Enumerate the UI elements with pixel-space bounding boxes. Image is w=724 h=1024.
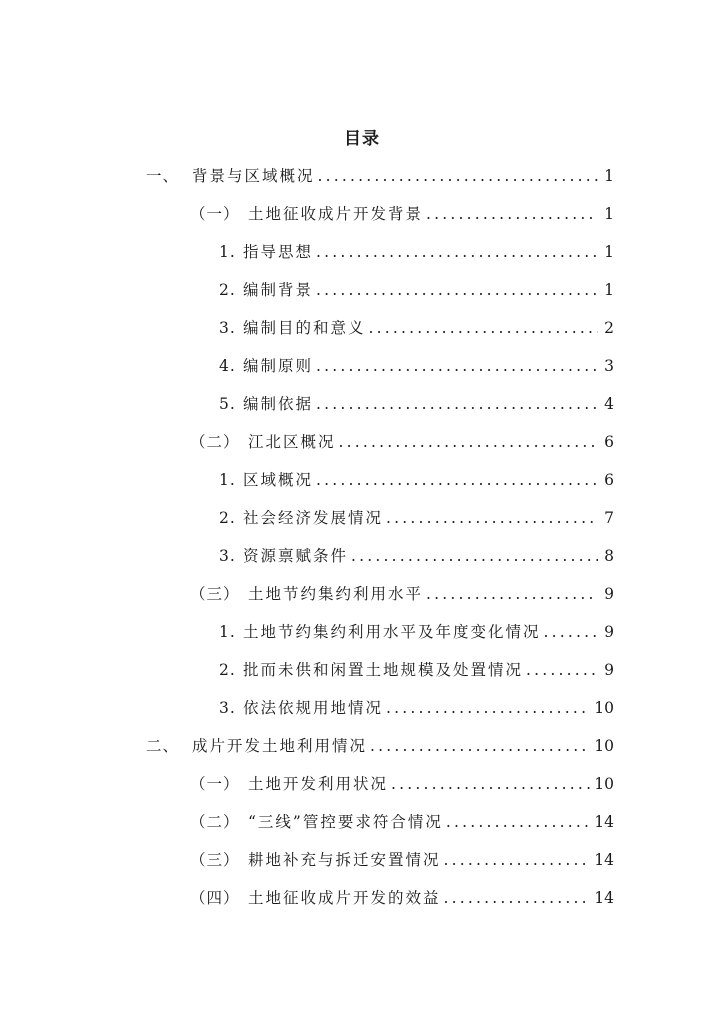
toc-entry-title: 江北区概况 xyxy=(248,433,336,451)
toc-entry-number: （二） xyxy=(190,433,240,451)
toc-page-number: 7 xyxy=(604,509,614,527)
toc-entry-number: 3. xyxy=(219,319,236,337)
toc-dot-leader xyxy=(318,164,598,188)
toc-entry-number: 5. xyxy=(219,395,236,413)
toc-entry-title: 土地节约集约利用水平 xyxy=(248,585,424,603)
toc-entry[interactable] xyxy=(146,164,614,188)
toc-title: 目录 xyxy=(344,129,380,149)
toc-page-number: 1 xyxy=(604,281,614,299)
toc-page-number: 9 xyxy=(604,661,614,679)
toc-entry[interactable] xyxy=(190,848,614,872)
toc-entry[interactable] xyxy=(219,696,614,720)
toc-entry-number: 3. xyxy=(219,699,236,717)
toc-dot-leader xyxy=(316,392,598,416)
toc-page-number: 14 xyxy=(594,889,614,907)
toc-entry-number: （二） xyxy=(190,813,240,831)
toc-entry-number: 3. xyxy=(219,547,236,565)
toc-page-number: 10 xyxy=(594,699,614,717)
toc-page-number: 8 xyxy=(604,547,614,565)
toc-dot-leader xyxy=(316,354,598,378)
toc-entry[interactable] xyxy=(219,316,614,340)
toc-entry-title: 编制目的和意义 xyxy=(243,319,366,337)
toc-entry-number: 二、 xyxy=(146,737,180,755)
toc-dot-leader xyxy=(544,620,598,644)
toc-entry-title: 批而未供和闲置土地规模及处置情况 xyxy=(243,661,524,679)
toc-entry-number: （三） xyxy=(190,585,240,603)
toc-entry[interactable] xyxy=(190,810,614,834)
toc-page-number: 6 xyxy=(604,433,614,451)
toc-entry-number: 一、 xyxy=(146,167,180,185)
toc-entry-number: （三） xyxy=(190,851,240,869)
toc-page-number: 10 xyxy=(594,775,614,793)
toc-entry-number: （一） xyxy=(190,205,240,223)
toc-entry-title: 编制背景 xyxy=(243,281,314,299)
toc-entry[interactable] xyxy=(219,620,614,644)
toc-dot-leader xyxy=(316,240,598,264)
toc-entry[interactable] xyxy=(219,468,614,492)
toc-page-number: 6 xyxy=(604,471,614,489)
toc-dot-leader xyxy=(369,316,598,340)
toc-entry-number: 2. xyxy=(219,509,236,527)
toc-entry-number: 1. xyxy=(219,623,236,641)
toc-entry[interactable] xyxy=(190,582,614,606)
toc-entry[interactable] xyxy=(190,886,614,910)
toc-entry-title: 编制依据 xyxy=(243,395,314,413)
toc-entry-number: 1. xyxy=(219,243,236,261)
toc-page-number: 9 xyxy=(604,623,614,641)
toc-entry-title: 区域概况 xyxy=(243,471,314,489)
toc-entry-number: 1. xyxy=(219,471,236,489)
toc-entry-title: 成片开发土地利用情况 xyxy=(192,737,368,755)
toc-page-number: 3 xyxy=(604,357,614,375)
toc-entry[interactable] xyxy=(219,544,614,568)
toc-entry-title: 资源禀赋条件 xyxy=(243,547,349,565)
toc-dot-leader xyxy=(386,696,590,720)
toc-dot-leader xyxy=(386,506,598,530)
toc-entry-number: （一） xyxy=(190,775,240,793)
toc-entry-number: 2. xyxy=(219,661,236,679)
toc-entry-title: 土地节约集约利用水平及年度变化情况 xyxy=(243,623,541,641)
toc-entry-title: 土地开发利用状况 xyxy=(248,775,389,793)
toc-entry[interactable] xyxy=(219,658,614,682)
toc-page-number: 1 xyxy=(604,167,614,185)
toc-entry[interactable] xyxy=(219,278,614,302)
toc-page-number: 9 xyxy=(604,585,614,603)
toc-page-number: 1 xyxy=(604,243,614,261)
toc-entry[interactable] xyxy=(190,430,614,454)
toc-entry-title: 指导思想 xyxy=(243,243,314,261)
toc-dot-leader xyxy=(316,468,598,492)
toc-dot-leader xyxy=(339,430,598,454)
toc-dot-leader xyxy=(391,772,590,796)
toc-dot-leader xyxy=(316,278,598,302)
toc-page-number: 10 xyxy=(594,737,614,755)
toc-entry-title: 依法依规用地情况 xyxy=(243,699,384,717)
toc-entry[interactable] xyxy=(190,202,614,226)
toc-entry[interactable] xyxy=(219,392,614,416)
toc-entry[interactable] xyxy=(219,506,614,530)
toc-page-number: 14 xyxy=(594,851,614,869)
toc-dot-leader xyxy=(526,658,598,682)
toc-entry-title: 背景与区域概况 xyxy=(192,167,315,185)
toc-entry[interactable] xyxy=(146,734,614,758)
toc-dot-leader xyxy=(351,544,598,568)
toc-page-number: 4 xyxy=(604,395,614,413)
toc-entry-number: 2. xyxy=(219,281,236,299)
toc-entry[interactable] xyxy=(219,240,614,264)
toc-dot-leader xyxy=(370,734,590,758)
toc-entry-number: 4. xyxy=(219,357,236,375)
toc-dot-leader xyxy=(426,582,598,606)
toc-entry-title: 土地征收成片开发的效益 xyxy=(248,889,441,907)
toc-page-number: 14 xyxy=(594,813,614,831)
toc-page-number: 1 xyxy=(604,205,614,223)
toc-entry-title: 土地征收成片开发背景 xyxy=(248,205,424,223)
toc-entry-title: 耕地补充与拆迁安置情况 xyxy=(248,851,441,869)
toc-entry-number: （四） xyxy=(190,889,240,907)
toc-page-number: 2 xyxy=(604,319,614,337)
toc-dot-leader xyxy=(426,202,598,226)
toc-dot-leader xyxy=(444,886,591,910)
toc-entry-title: 社会经济发展情况 xyxy=(243,509,384,527)
toc-entry-title: “三线”管控要求符合情况 xyxy=(248,813,443,831)
toc-entry[interactable] xyxy=(190,772,614,796)
toc-dot-leader xyxy=(444,848,591,872)
toc-entry[interactable] xyxy=(219,354,614,378)
toc-dot-leader xyxy=(446,810,590,834)
toc-entry-title: 编制原则 xyxy=(243,357,314,375)
